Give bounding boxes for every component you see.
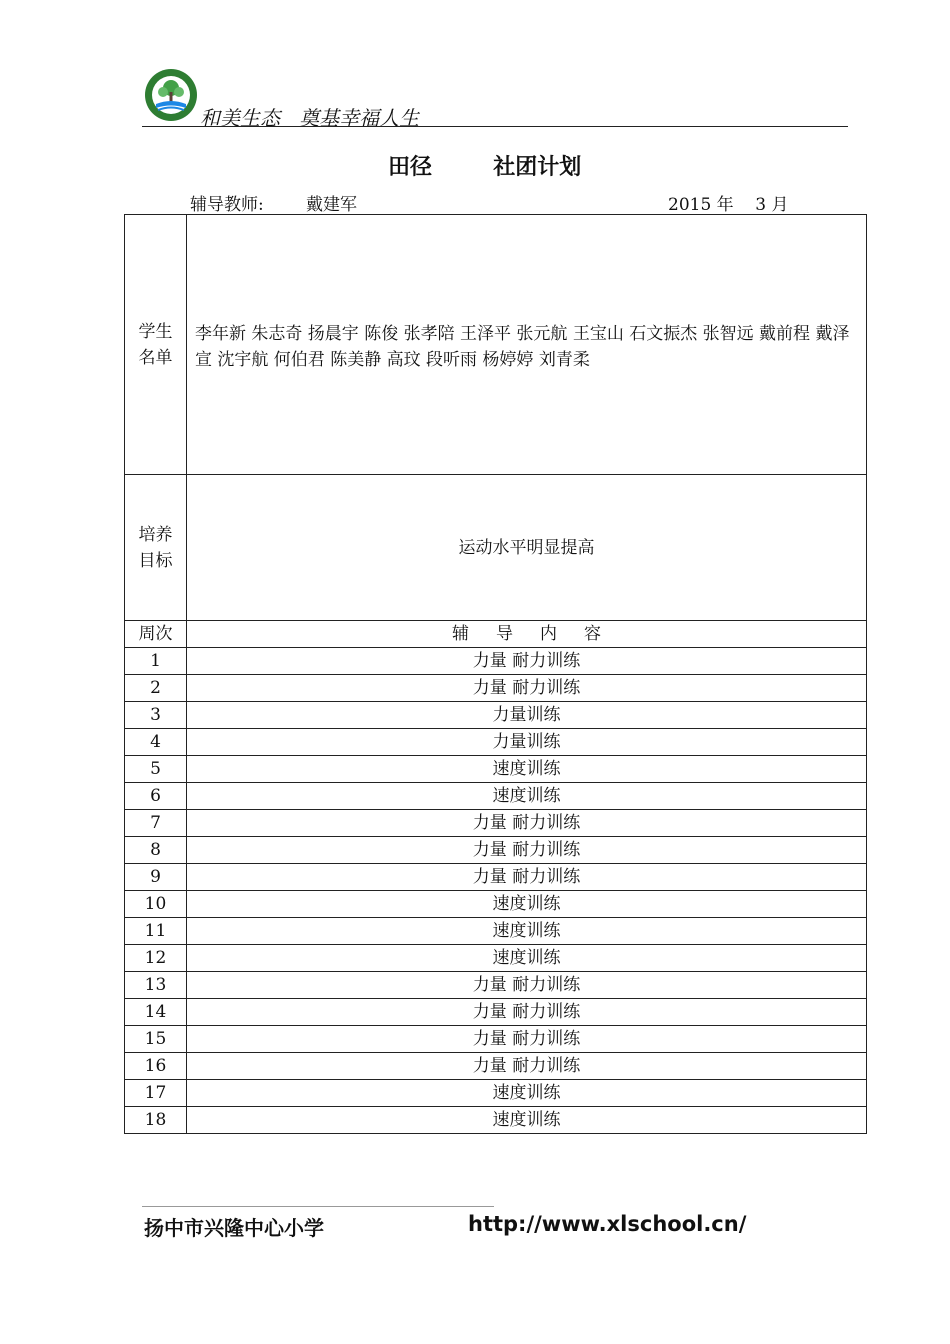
week-content: 力量 耐力训练 <box>187 675 867 702</box>
week-content: 速度训练 <box>187 783 867 810</box>
week-content: 速度训练 <box>187 1107 867 1134</box>
week-number: 2 <box>125 675 187 702</box>
content-column-header: 辅 导 内 容 <box>187 621 867 648</box>
teacher-name: 戴建军 <box>306 195 357 215</box>
schedule-header-row <box>125 621 867 648</box>
school-motto: 和美生态 奠基幸福人生 <box>200 106 420 130</box>
table-row <box>125 864 867 891</box>
table-row <box>125 729 867 756</box>
table-row <box>125 972 867 999</box>
week-number: 10 <box>125 891 187 918</box>
week-number: 3 <box>125 702 187 729</box>
week-content: 力量 耐力训练 <box>187 1026 867 1053</box>
page-header <box>142 66 848 128</box>
week-number: 5 <box>125 756 187 783</box>
week-number: 16 <box>125 1053 187 1080</box>
page-title: 田径 社团计划 <box>388 155 582 180</box>
week-content: 力量 耐力训练 <box>187 1053 867 1080</box>
week-number: 12 <box>125 945 187 972</box>
school-url[interactable]: http://www.xlschool.cn/ <box>468 1212 747 1236</box>
table-row <box>125 783 867 810</box>
table-row <box>125 1080 867 1107</box>
week-number: 8 <box>125 837 187 864</box>
students-row <box>125 215 867 475</box>
table-row <box>125 945 867 972</box>
week-content: 力量 耐力训练 <box>187 648 867 675</box>
footer-divider <box>142 1206 494 1207</box>
goal-row <box>125 475 867 621</box>
table-row <box>125 810 867 837</box>
week-number: 15 <box>125 1026 187 1053</box>
table-row <box>125 675 867 702</box>
school-logo <box>144 68 198 122</box>
school-name: 扬中市兴隆中心小学 <box>144 1216 324 1240</box>
week-number: 1 <box>125 648 187 675</box>
page-footer <box>142 1206 848 1246</box>
table-row <box>125 999 867 1026</box>
table-row <box>125 1026 867 1053</box>
week-number: 11 <box>125 918 187 945</box>
week-number: 17 <box>125 1080 187 1107</box>
week-column-header: 周次 <box>125 621 187 648</box>
week-content: 力量 耐力训练 <box>187 837 867 864</box>
week-number: 14 <box>125 999 187 1026</box>
goal-label: 培养目标 <box>125 475 187 621</box>
week-number: 18 <box>125 1107 187 1134</box>
goal-text: 运动水平明显提高 <box>187 475 867 621</box>
plan-date: 2015 年 3 月 <box>668 195 789 215</box>
week-number: 9 <box>125 864 187 891</box>
table-row <box>125 918 867 945</box>
week-number: 4 <box>125 729 187 756</box>
week-content: 力量 耐力训练 <box>187 810 867 837</box>
week-content: 力量训练 <box>187 702 867 729</box>
header-divider <box>142 126 848 127</box>
week-content: 速度训练 <box>187 1080 867 1107</box>
plan-table <box>124 214 867 1134</box>
table-row <box>125 837 867 864</box>
week-content: 力量 耐力训练 <box>187 972 867 999</box>
week-content: 速度训练 <box>187 891 867 918</box>
students-label: 学生名单 <box>125 215 187 475</box>
week-number: 6 <box>125 783 187 810</box>
week-content: 力量训练 <box>187 729 867 756</box>
students-list: 李年新 朱志奇 扬晨宇 陈俊 张孝陪 王泽平 张元航 王宝山 石文振杰 张智远 戴前程 戴泽宣 沈宇航 何伯君 陈美静 高玟 段听雨 杨婷婷 刘青柔 <box>187 215 867 475</box>
week-number: 7 <box>125 810 187 837</box>
week-content: 速度训练 <box>187 756 867 783</box>
week-content: 力量 耐力训练 <box>187 864 867 891</box>
week-number: 13 <box>125 972 187 999</box>
table-row <box>125 756 867 783</box>
teacher-label: 辅导教师: <box>190 195 264 215</box>
table-row <box>125 702 867 729</box>
table-row <box>125 1053 867 1080</box>
week-content: 速度训练 <box>187 945 867 972</box>
table-row <box>125 648 867 675</box>
week-content: 力量 耐力训练 <box>187 999 867 1026</box>
table-row <box>125 1107 867 1134</box>
week-content: 速度训练 <box>187 918 867 945</box>
table-row <box>125 891 867 918</box>
